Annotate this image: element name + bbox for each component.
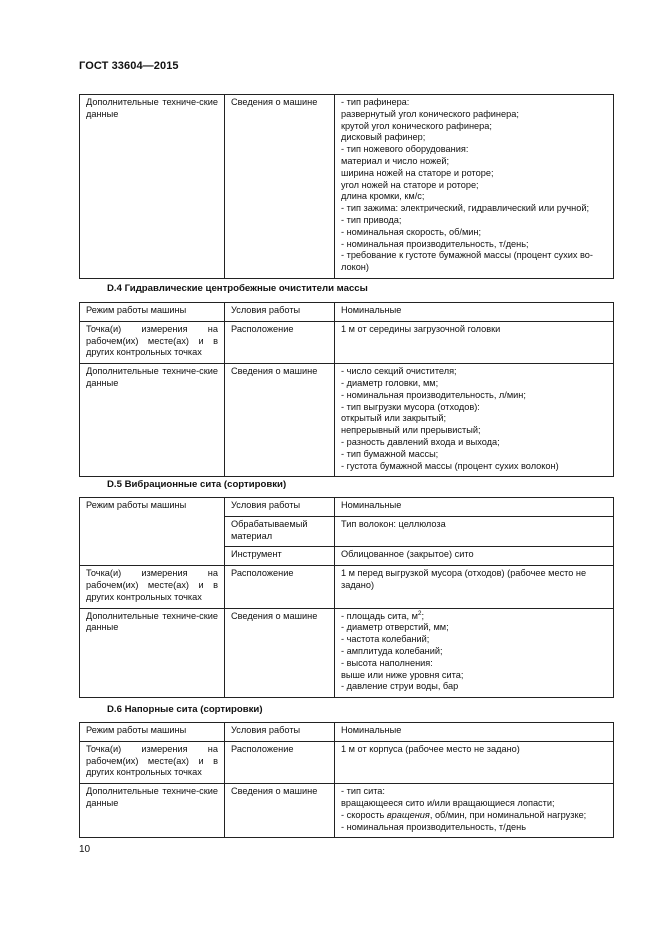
cell-nominal-list bbox=[335, 95, 614, 279]
cell-mode: Дополнительные техниче-ские данные bbox=[80, 364, 225, 477]
list-item: крутой угол конического рафинера; bbox=[341, 120, 492, 131]
list-item: угол ножей на статоре и роторе; bbox=[341, 179, 479, 190]
header-conditions: Условия работы bbox=[225, 303, 335, 322]
list-item: - тип рафинера: bbox=[341, 97, 410, 107]
table-d3-continuation bbox=[79, 94, 614, 279]
section-title-d4: D.4 Гидравлические центробежные очистители массы bbox=[107, 283, 368, 294]
cell-nominal-list bbox=[335, 784, 614, 838]
table-row bbox=[80, 784, 614, 838]
area-text: - площадь сита, м bbox=[341, 610, 418, 621]
cell-mode: Дополнительные техниче-ские данные bbox=[80, 608, 225, 698]
header-mode: Режим работы машины bbox=[80, 498, 225, 566]
list-item: открытый или закрытый; bbox=[341, 413, 447, 424]
list-item: непрерывный или прерывистый; bbox=[341, 425, 481, 436]
table-row bbox=[80, 364, 614, 477]
list-item: локон) bbox=[341, 262, 369, 273]
list-item: - давление струи воды, бар bbox=[341, 681, 459, 692]
header-conditions: Условия работы bbox=[225, 498, 335, 517]
list-item bbox=[341, 611, 607, 623]
list-item: - тип выгрузки мусора (отходов): bbox=[341, 401, 480, 412]
header-nominal: Номинальные bbox=[335, 498, 614, 517]
list-item: - тип привода; bbox=[341, 214, 402, 225]
list-item: - амплитуда колебаний; bbox=[341, 645, 443, 656]
cell-mode: Точка(и) измерения на рабочем(их) месте(ах) и в других контрольных точках bbox=[80, 741, 225, 783]
list-item: вращающееся сито и/или вращающиеся лопасти; bbox=[341, 797, 555, 808]
table-row bbox=[80, 566, 614, 608]
list-item: - высота наполнения: bbox=[341, 657, 433, 668]
list-item: - частота колебаний; bbox=[341, 634, 430, 645]
document-header: ГОСТ 33604—2015 bbox=[79, 60, 179, 72]
speed-suffix: , об/мин, при номинальной нагрузке; bbox=[429, 809, 587, 820]
list-item: - номинальная производительность, т/день bbox=[341, 821, 527, 832]
cell-nominal-list bbox=[335, 608, 614, 698]
section-title-d5: D.5 Вибрационные сита (сортировки) bbox=[107, 479, 287, 490]
list-item: дисковый рафинер; bbox=[341, 132, 426, 143]
header-nominal: Номинальные bbox=[335, 303, 614, 322]
cell-nominal: 1 м перед выгрузкой мусора (отходов) (рабочее место не задано) bbox=[335, 566, 614, 608]
header-mode: Режим работы машины bbox=[80, 303, 225, 322]
list-item bbox=[341, 810, 607, 822]
list-item: - тип зажима: электрический, гидравлический или ручной; bbox=[341, 203, 590, 214]
cell-mode: Точка(и) измерения на рабочем(их) месте(ах) и в других контрольных точках bbox=[80, 566, 225, 608]
list-item: - номинальная производительность, т/день; bbox=[341, 238, 529, 249]
list-item: - тип ножевого оборудования: bbox=[341, 144, 469, 155]
speed-prefix: - скорость bbox=[341, 809, 387, 820]
list-item: - густота бумажной массы (процент сухих волокон) bbox=[341, 460, 559, 471]
list-item: выше или ниже уровня сита; bbox=[341, 669, 464, 680]
table-row bbox=[80, 321, 614, 363]
table-d5 bbox=[79, 497, 614, 698]
list-item: - разность давлений входа и выхода; bbox=[341, 436, 500, 447]
list-item: развернутый угол конического рафинера; bbox=[341, 108, 519, 119]
cell-condition: Расположение bbox=[225, 566, 335, 608]
list-item: - тип сита: bbox=[341, 786, 385, 797]
superscript: 2 bbox=[417, 609, 422, 617]
cell-nominal: Облицованное (закрытое) сито bbox=[335, 547, 614, 566]
list-item: материал и число ножей; bbox=[341, 155, 450, 166]
cell-mode: Дополнительные техниче-ские данные bbox=[80, 95, 225, 279]
cell-nominal: 1 м от корпуса (рабочее место не задано) bbox=[335, 741, 614, 783]
list-item: - номинальная производительность, л/мин; bbox=[341, 389, 526, 400]
header-nominal: Номинальные bbox=[335, 723, 614, 742]
list-item: - диаметр отверстий, мм; bbox=[341, 622, 449, 633]
cell-condition: Сведения о машине bbox=[225, 364, 335, 477]
list-item: - требование к густоте бумажной массы (процент сухих во- bbox=[341, 250, 593, 261]
list-item: - число секций очистителя; bbox=[341, 366, 457, 377]
page-number: 10 bbox=[79, 844, 91, 855]
cell-condition: Расположение bbox=[225, 741, 335, 783]
table-d4 bbox=[79, 302, 614, 477]
cell-condition: Сведения о машине bbox=[225, 784, 335, 838]
area-end: ; bbox=[421, 610, 425, 621]
list-item: - тип бумажной массы; bbox=[341, 448, 439, 459]
cell-nominal: Тип волокон: целлюлоза bbox=[335, 516, 614, 547]
table-header-row bbox=[80, 498, 614, 517]
list-item: - диаметр головки, мм; bbox=[341, 377, 439, 388]
list-item: - номинальная скорость, об/мин; bbox=[341, 226, 482, 237]
cell-mode: Дополнительные техниче-ские данные bbox=[80, 784, 225, 838]
cell-condition: Сведения о машине bbox=[225, 608, 335, 698]
table-d6 bbox=[79, 722, 614, 838]
cell-condition: Сведения о машине bbox=[225, 95, 335, 279]
table-row bbox=[80, 608, 614, 698]
cell-condition: Обрабатываемый материал bbox=[225, 516, 335, 547]
header-mode: Режим работы машины bbox=[80, 723, 225, 742]
table-row bbox=[80, 741, 614, 783]
table-header-row bbox=[80, 303, 614, 322]
table-row bbox=[80, 95, 614, 279]
cell-condition: Расположение bbox=[225, 321, 335, 363]
cell-mode: Точка(и) измерения на рабочем(их) месте(ах) и в других контрольных точках bbox=[80, 321, 225, 363]
section-title-d6: D.6 Напорные сита (сортировки) bbox=[107, 704, 263, 715]
header-conditions: Условия работы bbox=[225, 723, 335, 742]
cell-nominal-list bbox=[335, 364, 614, 477]
cell-nominal: 1 м от середины загрузочной головки bbox=[335, 321, 614, 363]
cell-condition: Инструмент bbox=[225, 547, 335, 566]
list-item: ширина ножей на статоре и роторе; bbox=[341, 167, 494, 178]
speed-emphasis: вращения bbox=[386, 809, 430, 820]
table-header-row bbox=[80, 723, 614, 742]
list-item: длина кромки, км/с; bbox=[341, 191, 425, 202]
